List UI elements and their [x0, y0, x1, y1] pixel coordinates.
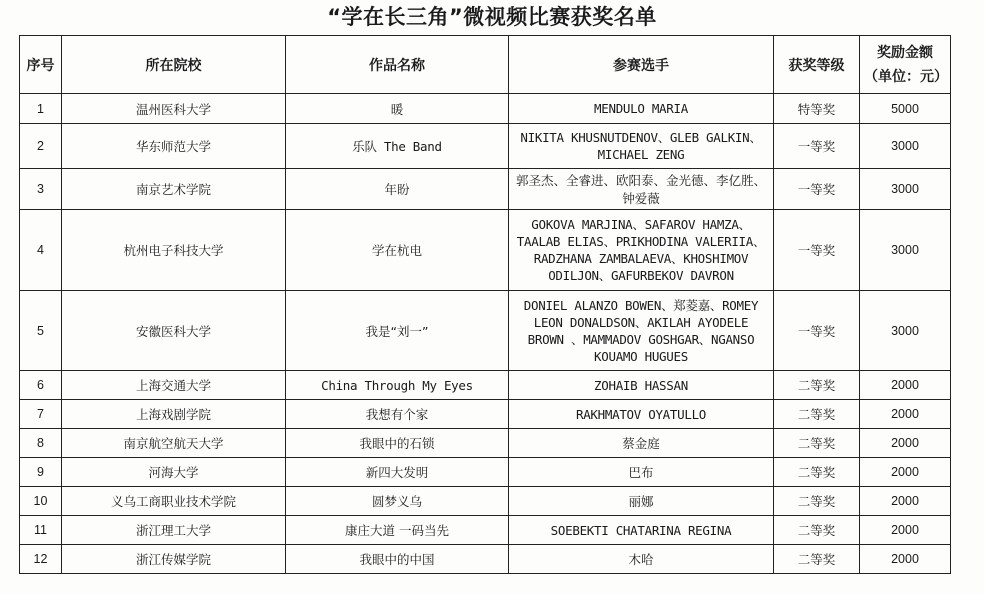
cell-school: 南京航空航天大学 [62, 429, 286, 458]
table-row [20, 545, 951, 574]
cell-school: 义乌工商职业技术学院 [62, 487, 286, 516]
cell-school: 浙江理工大学 [62, 516, 286, 545]
cell-level: 一等奖 [774, 124, 860, 169]
cell-no: 12 [20, 545, 62, 574]
cell-work: 学在杭电 [286, 210, 509, 291]
cell-work: 乐队 The Band [286, 124, 509, 169]
cell-school: 河海大学 [62, 458, 286, 487]
cell-school: 杭州电子科技大学 [62, 210, 286, 291]
cell-no: 6 [20, 371, 62, 400]
cell-work: China Through My Eyes [286, 371, 509, 400]
cell-no: 8 [20, 429, 62, 458]
cell-players: 郭圣杰、全睿进、欧阳泰、金光德、李亿胜、钟爱薇 [509, 169, 774, 210]
cell-level: 二等奖 [774, 458, 860, 487]
cell-work: 年盼 [286, 169, 509, 210]
table-row [20, 516, 951, 545]
cell-amount: 3000 [860, 291, 951, 371]
cell-no: 10 [20, 487, 62, 516]
header-level: 获奖等级 [774, 36, 860, 94]
table-row [20, 371, 951, 400]
cell-school: 上海交通大学 [62, 371, 286, 400]
cell-no: 11 [20, 516, 62, 545]
cell-players: 蔡金庭 [509, 429, 774, 458]
cell-school: 温州医科大学 [62, 94, 286, 124]
cell-work: 我眼中的石锁 [286, 429, 509, 458]
header-school: 所在院校 [62, 36, 286, 94]
cell-level: 特等奖 [774, 94, 860, 124]
header-work: 作品名称 [286, 36, 509, 94]
table-row [20, 291, 951, 371]
cell-amount: 2000 [860, 545, 951, 574]
cell-amount: 3000 [860, 210, 951, 291]
header-no: 序号 [20, 36, 62, 94]
cell-level: 二等奖 [774, 371, 860, 400]
table-row [20, 210, 951, 291]
cell-school: 安徽医科大学 [62, 291, 286, 371]
cell-work: 新四大发明 [286, 458, 509, 487]
cell-level: 一等奖 [774, 291, 860, 371]
table-row [20, 169, 951, 210]
cell-school: 浙江传媒学院 [62, 545, 286, 574]
header-amount-line1: 奖励金额 [877, 44, 933, 61]
table-row [20, 429, 951, 458]
cell-players: 巴布 [509, 458, 774, 487]
table-row [20, 400, 951, 429]
cell-level: 一等奖 [774, 210, 860, 291]
table-row [20, 487, 951, 516]
cell-level: 二等奖 [774, 429, 860, 458]
cell-work: 我是“刘一” [286, 291, 509, 371]
cell-no: 7 [20, 400, 62, 429]
cell-players: MENDULO MARIA [509, 94, 774, 124]
cell-work: 我想有个家 [286, 400, 509, 429]
cell-amount: 2000 [860, 487, 951, 516]
awards-table [19, 35, 951, 574]
cell-amount: 3000 [860, 169, 951, 210]
cell-amount: 5000 [860, 94, 951, 124]
cell-players: GOKOVA MARJINA、SAFAROV HAMZA、TAALAB ELIAS、PRIKHODINA VALERIIA、RADZHANA ZAMBALAEVA、KHOSHIMOV ODILJON、GAFURBEKOV DAVRON [509, 210, 774, 291]
cell-amount: 2000 [860, 516, 951, 545]
cell-amount: 3000 [860, 124, 951, 169]
cell-school: 南京艺术学院 [62, 169, 286, 210]
cell-amount: 2000 [860, 371, 951, 400]
cell-level: 二等奖 [774, 516, 860, 545]
cell-amount: 2000 [860, 458, 951, 487]
cell-work: 康庄大道 一码当先 [286, 516, 509, 545]
cell-amount: 2000 [860, 429, 951, 458]
header-amount [860, 36, 951, 94]
cell-no: 9 [20, 458, 62, 487]
cell-level: 二等奖 [774, 487, 860, 516]
cell-players: NIKITA KHUSNUTDENOV、GLEB GALKIN、MICHAEL ZENG [509, 124, 774, 169]
cell-players: SOEBEKTI CHATARINA REGINA [509, 516, 774, 545]
cell-players: 丽娜 [509, 487, 774, 516]
cell-level: 一等奖 [774, 169, 860, 210]
cell-no: 2 [20, 124, 62, 169]
table-row [20, 124, 951, 169]
cell-level: 二等奖 [774, 545, 860, 574]
cell-no: 4 [20, 210, 62, 291]
cell-no: 5 [20, 291, 62, 371]
cell-level: 二等奖 [774, 400, 860, 429]
cell-players: 木哈 [509, 545, 774, 574]
cell-work: 暖 [286, 94, 509, 124]
table-header-row [20, 36, 951, 94]
document-title: “学在长三角”微视频比赛获奖名单 [327, 5, 657, 29]
table-body [20, 94, 951, 574]
cell-school: 华东师范大学 [62, 124, 286, 169]
cell-amount: 2000 [860, 400, 951, 429]
cell-no: 1 [20, 94, 62, 124]
cell-no: 3 [20, 169, 62, 210]
cell-school: 上海戏剧学院 [62, 400, 286, 429]
header-players: 参赛选手 [509, 36, 774, 94]
cell-work: 圆梦义乌 [286, 487, 509, 516]
table-row [20, 94, 951, 124]
cell-work: 我眼中的中国 [286, 545, 509, 574]
table-row [20, 458, 951, 487]
cell-players: ZOHAIB HASSAN [509, 371, 774, 400]
cell-players: RAKHMATOV OYATULLO [509, 400, 774, 429]
header-amount-line2: （单位：元） [864, 68, 948, 85]
cell-players: DONIEL ALANZO BOWEN、郑菱嘉、ROMEY LEON DONALDSON、AKILAH AYODELE BROWN 、MAMMADOV GOSHGAR、NGANSO KOUAMO HUGUES [509, 291, 774, 371]
